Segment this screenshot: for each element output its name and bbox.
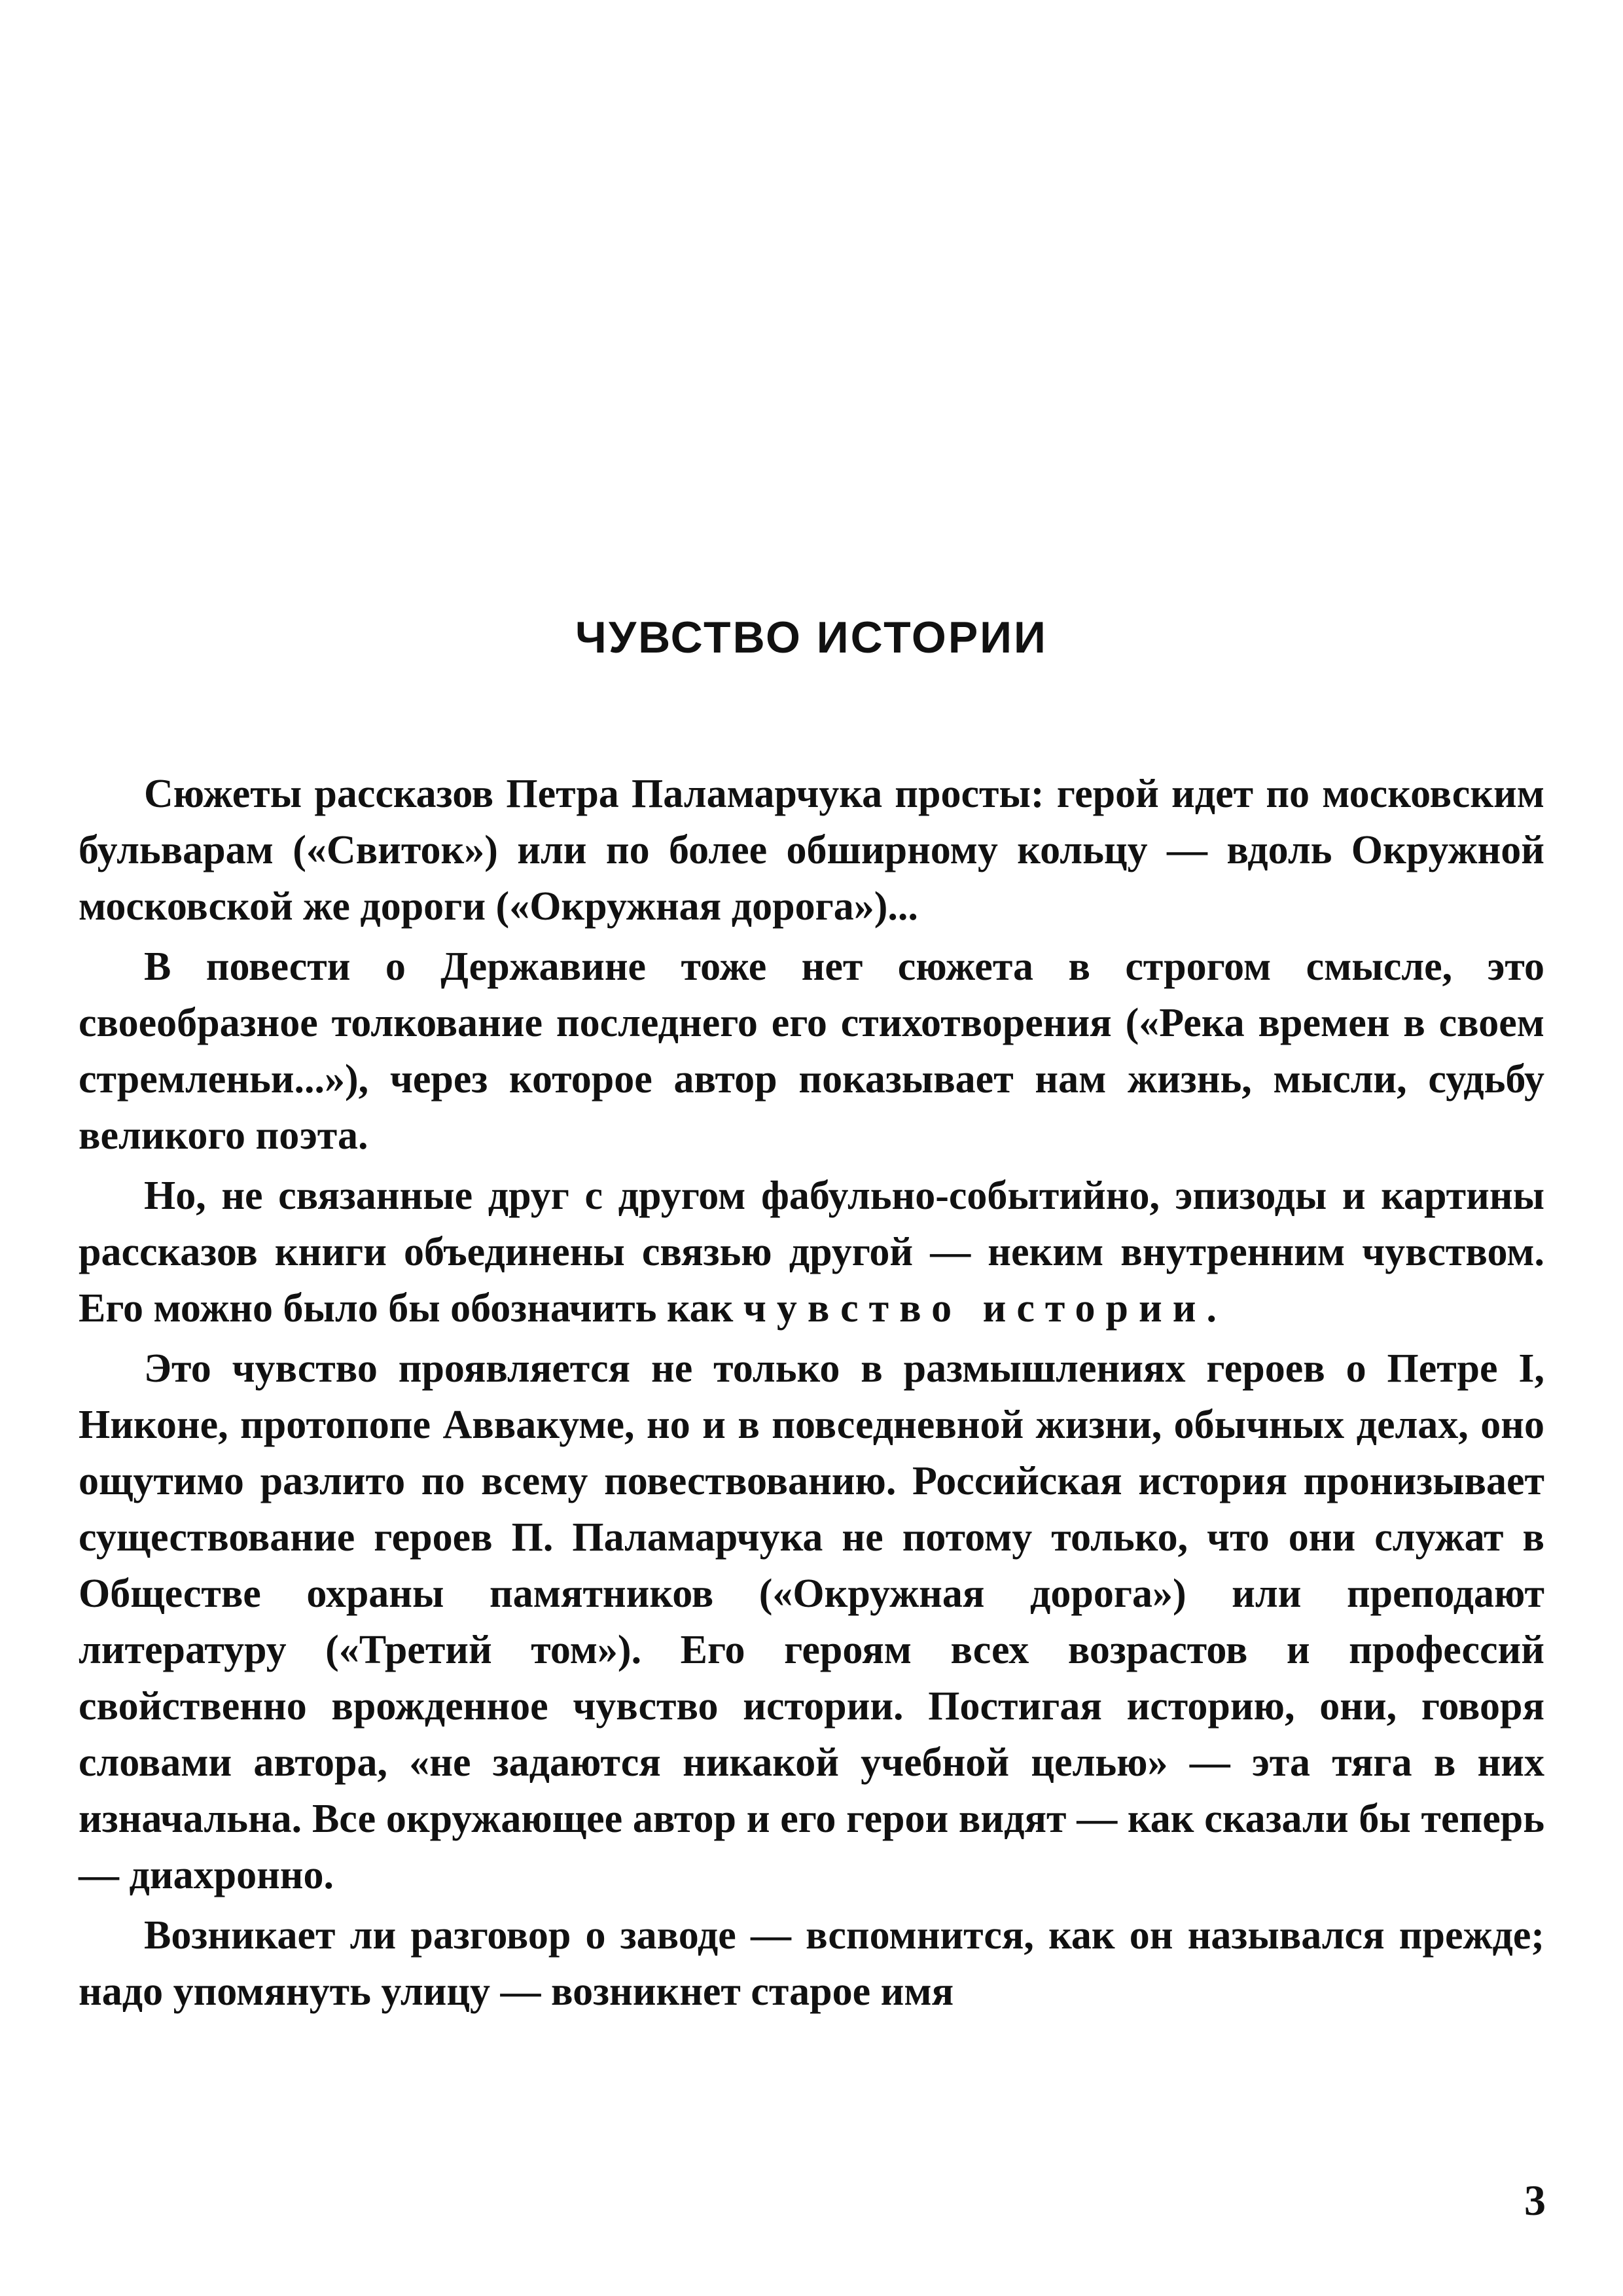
paragraph-5: Возникает ли разговор о заводе — вспомнится, как он назывался прежде; надо упомянуть улицу — возникнет старое имя [79,1913,1544,2014]
page-number: 3 [1524,2177,1546,2225]
chapter-title: ЧУВСТВО ИСТОРИИ [575,613,1048,662]
body-text [79,766,1544,2024]
paragraph-4: Это чувство проявляется не только в размышлениях героев о Петре I, Никоне, протопопе Аввакуме, но и в повседневной жизни, обычных делах, оно ощутимо разлито по всему повествованию. Российская история пронизывает существование героев П. Паламарчука не потому только, что они служат в Обществе охраны памятников («Окружная дорога») или преподают литературу («Третий том»). Его героям всех возрастов и профессий свойственно врожденное чувство истории. Постигая историю, они, говоря словами автора, «не задаются никакой учебной целью» — эта тяга в них изначальна. Все окружающее автор и его герои видят — как сказали бы теперь — диахронно. [79,1346,1544,1897]
paragraph-3 [79,1168,1544,1336]
paragraph-3-text: Но, не связанные друг с другом фабульно-событийно, эпизоды и картины рассказов книги объединены связью другой — неким внутренним чувством. Его можно было бы обозначить как [79,1174,1544,1331]
paragraph-1: Сюжеты рассказов Петра Паламарчука просты: герой идет по московским бульварам («Свиток») или по более обширному кольцу — вдоль Окружной московской же дороги («Окружная дорога»)... [79,772,1544,929]
paragraph-3-end: . [1206,1286,1217,1331]
emphasis-chuvstvo-istorii: чувство истории [743,1286,1207,1331]
paragraph-2: В повести о Державине тоже нет сюжета в строгом смысле, это своеобразное толкование последнего его стихотворения («Река времен в своем стремленьи...»), через которое автор показывает нам жизнь, мысли, судьбу великого поэта. [79,944,1544,1158]
